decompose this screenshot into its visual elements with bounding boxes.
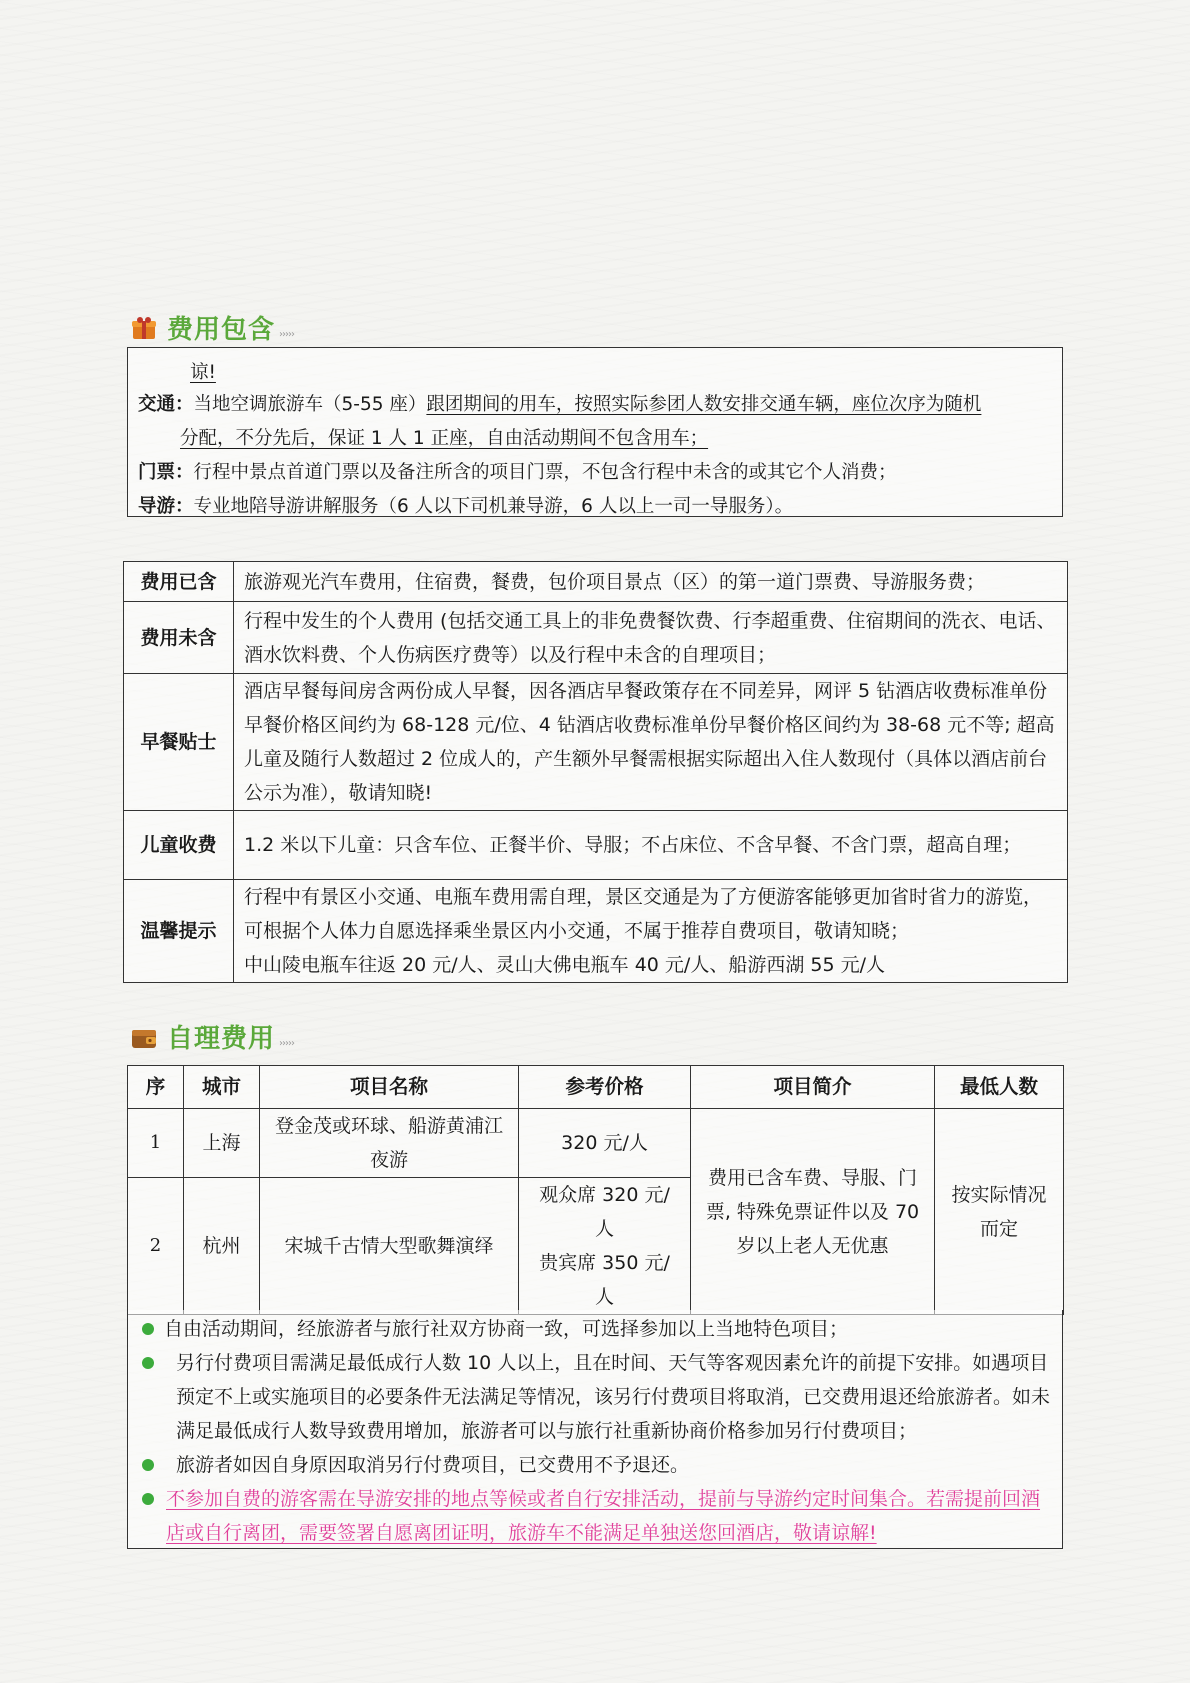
section-header-fee-include (131, 309, 294, 346)
column-header: 项目名称 (260, 1066, 519, 1109)
fee-table (123, 561, 1068, 983)
ticket-line: 门票：行程中景点首道门票以及备注所含的项目门票，不包含行程中未含的或其它个人消费； (138, 462, 897, 483)
column-header: 参考价格 (519, 1066, 691, 1109)
row-value: 1.2 米以下儿童：只含车位、正餐半价、导服；不占床位、不含早餐、不含门票，超高自理； (234, 811, 1068, 880)
transport-line-cont: 分配，不分先后，保证 1 人 1 正座，自由活动期间不包含用车； (180, 428, 709, 449)
list-item: 另行付费项目需满足最低成行人数 10 人以上，且在时间、天气等客观因素允许的前提下安排。如遇项目预定不上或实施项目的必要条件无法满足等情况，该另行付费项目将取消，已交费用退还给旅游者。如未满足最低成行人数导致费用增加，旅游者可以与旅行社重新协商价格参加另行付费项目； (138, 1346, 1053, 1448)
section-title: 费用包含 (167, 315, 276, 345)
min-people: 按实际情况而定 (935, 1109, 1064, 1315)
column-header: 序 (128, 1066, 184, 1109)
row-item-name: 宋城千古情大型歌舞演绎 (260, 1178, 519, 1315)
list-item: 自由活动期间，经旅游者与旅行社双方协商一致，可选择参加以上当地特色项目； (138, 1312, 1053, 1346)
section-title: 自理费用 (167, 1024, 276, 1054)
row-value: 行程中发生的个人费用 (包括交通工具上的非免费餐饮费、行李超重费、住宿期间的洗衣、电话、酒水饮料费、个人伤病医疗费等）以及行程中未含的自理项目； (234, 602, 1068, 674)
row-price: 320 元/人 (519, 1109, 691, 1178)
row-value: 酒店早餐每间房含两份成人早餐，因各酒店早餐政策存在不同差异，网评 5 钻酒店收费标准单份早餐价格区间约为 68-128 元/位、4 钻酒店收费标准单份早餐价格区间约为 38-68 元不等; 超高儿童及随行人数超过 2 位成人的，产生额外早餐需根据实际超出入住人数现付（具体以酒店前台公示为准），敬请知晓! (234, 674, 1068, 811)
row-key: 费用已含 (124, 562, 234, 602)
row-value: 旅游观光汽车费用，住宿费，餐费，包价项目景点（区）的第一道门票费、导游服务费； (234, 562, 1068, 602)
row-city: 上海 (184, 1109, 260, 1178)
column-header: 城市 (184, 1066, 260, 1109)
notes-box (127, 1310, 1063, 1549)
gift-box-icon (131, 316, 157, 340)
item-intro: 费用已含车费、导服、门票, 特殊免票证件以及 70 岁以上老人无优惠 (691, 1109, 935, 1315)
table-row (124, 674, 1068, 811)
chevron-decoration: ››››› (279, 1038, 295, 1049)
fee-include-box (127, 347, 1063, 517)
row-key: 儿童收费 (124, 811, 234, 880)
table-row (128, 1109, 1064, 1178)
table-row (124, 880, 1068, 983)
bullet-icon (142, 1357, 154, 1369)
row-city: 杭州 (184, 1178, 260, 1315)
row-key: 费用未含 (124, 602, 234, 674)
self-pay-table (127, 1065, 1064, 1315)
table-row (124, 602, 1068, 674)
continued-fragment: 谅! (190, 362, 216, 383)
row-item-name: 登金茂或环球、船游黄浦江夜游 (260, 1109, 519, 1178)
column-header: 最低人数 (935, 1066, 1064, 1109)
list-item-warning: 不参加自费的游客需在导游安排的地点等候或者自行安排活动，提前与导游约定时间集合。若需提前回酒店或自行离团，需要签署自愿离团证明，旅游车不能满足单独送您回酒店，敬请谅解! (138, 1482, 1053, 1550)
row-number: 1 (128, 1109, 184, 1178)
bullet-icon (142, 1323, 154, 1335)
row-key: 温馨提示 (124, 880, 234, 983)
section-header-self-pay (131, 1018, 294, 1055)
bullet-icon (142, 1459, 154, 1471)
bullet-icon (142, 1493, 154, 1505)
row-price: 观众席 320 元/人 贵宾席 350 元/人 (519, 1178, 691, 1315)
table-header-row (128, 1066, 1064, 1109)
guide-line: 导游：专业地陪导游讲解服务（6 人以下司机兼导游，6 人以上一司一导服务）。 (138, 496, 794, 517)
row-number: 2 (128, 1178, 184, 1315)
chevron-decoration: ››››› (279, 329, 295, 340)
row-value: 行程中有景区小交通、电瓶车费用需自理，景区交通是为了方便游客能够更加省时省力的游览，可根据个人体力自愿选择乘坐景区内小交通，不属于推荐自费项目，敬请知晓； 中山陵电瓶车往返 20 元/人、灵山大佛电瓶车 40 元/人、船游西湖 55 元/人 (234, 880, 1068, 983)
table-row (124, 562, 1068, 602)
column-header: 项目简介 (691, 1066, 935, 1109)
table-row (124, 811, 1068, 880)
transport-line: 交通：当地空调旅游车（5-55 座）跟团期间的用车，按照实际参团人数安排交通车辆，座位次序为随机 (138, 394, 982, 415)
list-item: 旅游者如因自身原因取消另行付费项目，已交费用不予退还。 (138, 1448, 1053, 1482)
row-key: 早餐贴士 (124, 674, 234, 811)
wallet-icon (131, 1025, 157, 1049)
